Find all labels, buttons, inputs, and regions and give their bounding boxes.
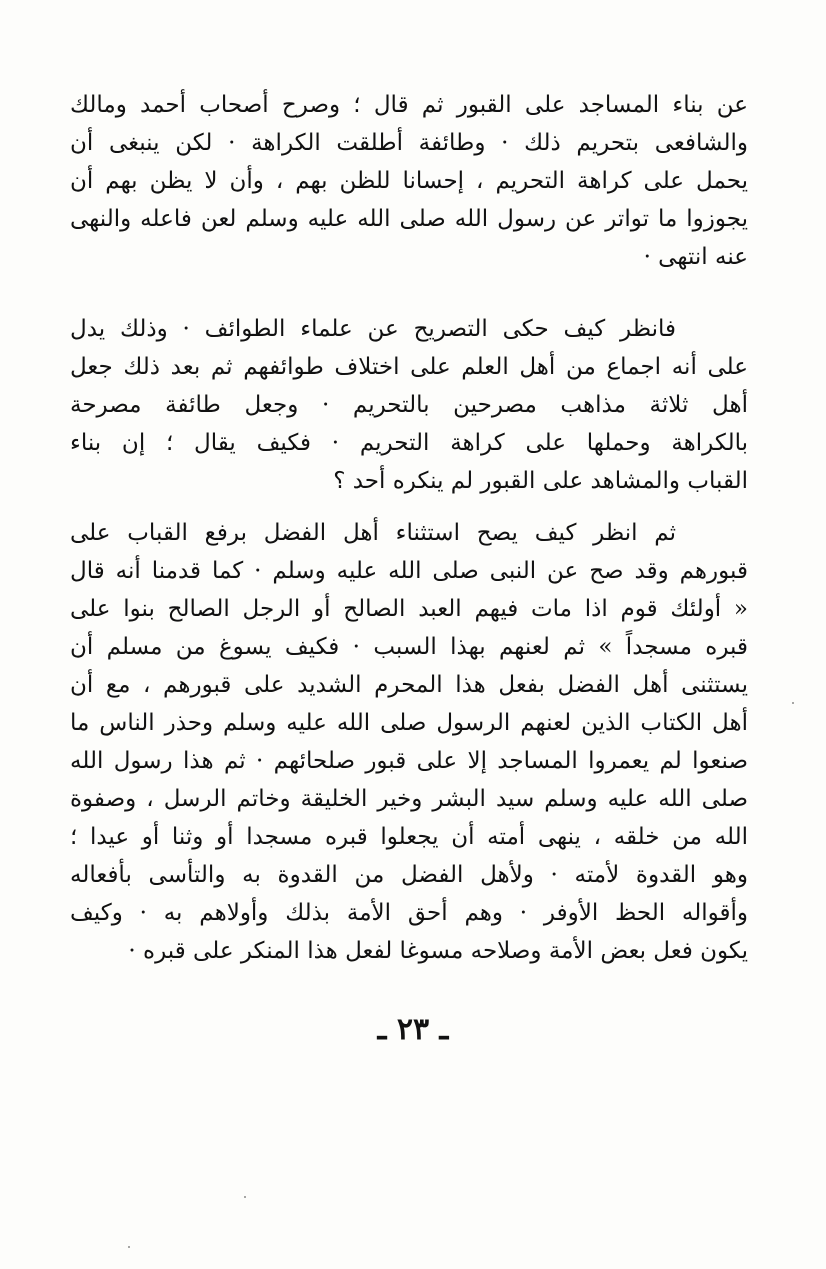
text-line: يكون فعل بعض الأمة وصلاحه مسوغا لفعل هذا المنكر على قبره · [128,938,748,964]
text-line: قبورهم وقد صح عن النبى صلى الله عليه وسلم · كما قدمنا أنه قال [70,558,748,584]
text-line: على أنه اجماع من أهل العلم على اختلاف طوائفهم ثم بعد ذلك جعل [70,354,748,380]
text-line: صلى الله عليه وسلم سيد البشر وخير الخليقة وخاتم الرسل ، وصفوة [70,786,748,812]
text-line: ثم انظر كيف يصح استثناء أهل الفضل برفع القباب على [70,520,676,546]
paragraph-1 [70,86,748,276]
text-line: أهل ثلاثة مذاهب مصرحين بالتحريم · وجعل طائفة مصرحة [70,392,748,418]
text-line: بالكراهة وحملها على كراهة التحريم · فكيف يقال ؛ إن بناء [70,430,748,456]
paragraph-3 [70,514,748,970]
text-line: أهل الكتاب الذين لعنهم الرسول صلى الله عليه وسلم وحذر الناس ما [70,710,748,736]
text-line: القباب والمشاهد على القبور لم ينكره أحد ؟ [333,468,748,494]
paragraph-gap [70,276,748,310]
paragraph-2 [70,310,748,500]
text-line: « أولئك قوم اذا مات فيهم العبد الصالح أو الرجل الصالح بنوا على [70,596,748,622]
text-line: فانظر كيف حكى التصريح عن علماء الطوائف · وذلك يدل [70,316,676,342]
text-line: وهو القدوة لأمته · ولأهل الفضل من القدوة به والتأسى بأفعاله [70,862,748,888]
text-line: يستثنى أهل الفضل بفعل هذا المحرم الشديد على قبورهم ، مع أن [70,672,748,698]
text-line: الله من خلقه ، ينهى أمته أن يجعلوا قبره مسجدا أو وثنا أو عيدا ؛ [70,824,748,850]
text-line: وأقواله الحظ الأوفر · وهم أحق الأمة بذلك وأولاهم به · وكيف [70,900,748,926]
scan-speck [244,1196,246,1198]
text-line: عن بناء المساجد على القبور ثم قال ؛ وصرح أصحاب أحمد ومالك [70,92,748,118]
text-line: عنه انتهى · [643,244,748,270]
body-text [70,86,748,970]
page-number: ـ ٢٣ ـ [377,1012,449,1047]
text-line: قبره مسجداً » ثم لعنهم بهذا السبب · فكيف يسوغ من مسلم أن [70,634,748,660]
text-line: والشافعى بتحريم ذلك · وطائفة أطلقت الكراهة · لكن ينبغى أن [70,130,748,156]
scan-speck [128,1246,130,1248]
paragraph-gap [70,500,748,514]
scan-speck [792,702,794,704]
text-line: يحمل على كراهة التحريم ، إحسانا للظن بهم ، وأن لا يظن بهم أن [70,168,748,194]
text-line: صنعوا لم يعمروا المساجد إلا على قبور صلحائهم · ثم هذا رسول الله [70,748,748,774]
text-line: يجوزوا ما تواتر عن رسول الله صلى الله عليه وسلم لعن فاعله والنهى [70,206,748,232]
